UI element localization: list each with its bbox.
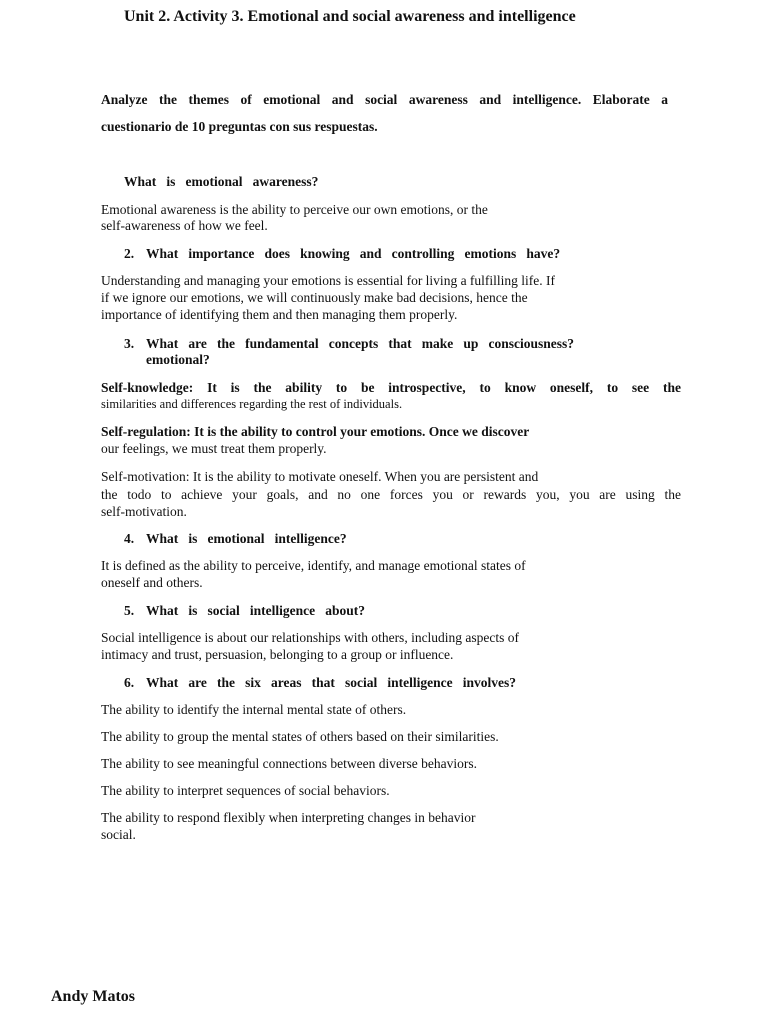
author-name: Andy Matos [51,988,136,1005]
answer-2-line-1: Understanding and managing your emotions is essential for living a fulfilling life. If [101,273,556,288]
question-3-line-2: emotional? [146,352,210,367]
answer-4-line-2: oneself and others. [101,575,203,590]
answer-3a-line-1: Self-knowledge: It is the ability to be introspective, to know oneself, to see the [101,380,681,395]
answer-3b-line-1: Self-regulation: It is the ability to control your emotions. Once we discover [101,424,530,439]
question-4-text: What is emotional intelligence? [146,531,347,546]
question-5-text: What is social intelligence about? [146,603,365,618]
answer-6-item-5-line-1: The ability to respond flexibly when interpreting changes in behavior [101,810,476,825]
answer-6-item-4: The ability to interpret sequences of social behaviors. [101,783,390,798]
answer-3c-line-1: Self-motivation: It is the ability to motivate oneself. When you are persistent and [101,469,539,484]
answer-1-line-1: Emotional awareness is the ability to perceive our own emotions, or the [101,202,488,217]
answer-3c-line-2: the todo to achieve your goals, and no one forces you or rewards you, you are using the [101,487,681,502]
question-3-number: 3. [124,336,135,351]
answer-6-item-1: The ability to identify the internal mental state of others. [101,702,407,717]
answer-3a-line-2: similarities and differences regarding the rest of individuals. [101,397,403,411]
question-6 [124,674,516,691]
answer-6-item-5-line-2: social. [101,827,136,842]
answer-1-line-2: self-awareness of how we feel. [101,218,268,233]
answer-5-line-2: intimacy and trust, persuasion, belonging to a group or influence. [101,647,454,662]
question-2-number: 2. [124,246,135,261]
answer-2-line-2: if we ignore our emotions, we will continuously make bad decisions, hence the [101,290,528,305]
question-6-text: What are the six areas that social intelligence involves? [146,675,516,690]
answer-6-item-2: The ability to group the mental states of others based on their similarities. [101,729,499,744]
question-6-number: 6. [124,675,135,690]
intro-line-1: Analyze the themes of emotional and social awareness and intelligence. Elaborate a [101,92,668,107]
answer-2-line-3: importance of identifying them and then managing them properly. [101,307,458,322]
question-1: What is emotional awareness? [124,174,319,189]
question-4 [124,530,347,547]
question-5 [124,602,365,619]
question-3-text: What are the fundamental concepts that make up consciousness? [146,336,575,351]
question-4-number: 4. [124,531,135,546]
page-title: Unit 2. Activity 3. Emotional and social awareness and intelligence [124,8,576,25]
question-2 [124,245,560,262]
intro-line-2: cuestionario de 10 preguntas con sus respuestas. [101,119,378,134]
question-2-text: What importance does knowing and controlling emotions have? [146,246,561,261]
answer-5-line-1: Social intelligence is about our relationships with others, including aspects of [101,630,520,645]
answer-3c-line-3: self-motivation. [101,504,187,519]
answer-4-line-1: It is defined as the ability to perceive, identify, and manage emotional states of [101,558,526,573]
answer-3b-line-2: our feelings, we must treat them properly. [101,441,327,456]
answer-6-item-3: The ability to see meaningful connections between diverse behaviors. [101,756,478,771]
question-5-number: 5. [124,603,135,618]
question-3 [124,335,574,352]
